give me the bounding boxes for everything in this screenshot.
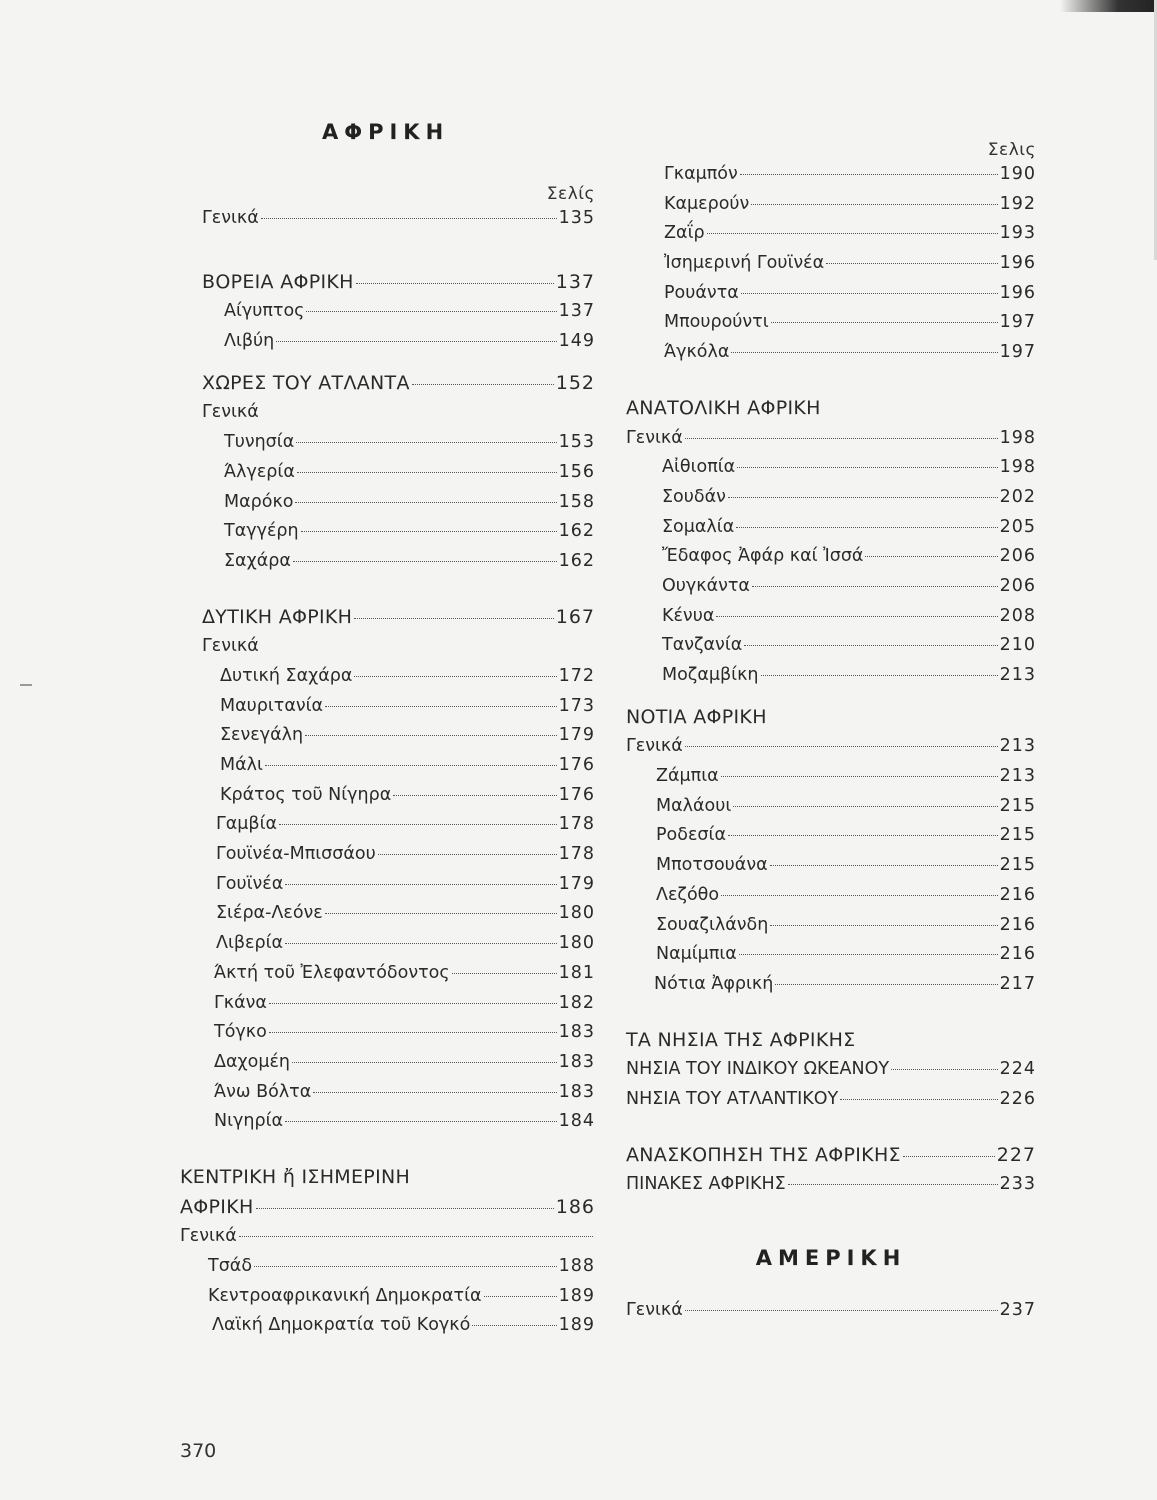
toc-entry-label: Τυνησία	[224, 432, 295, 453]
leader-dots	[721, 895, 998, 896]
leader-dots	[788, 1184, 998, 1185]
toc-entry-page: 196	[999, 282, 1036, 303]
toc-entry-label: ΑΝΑΤΟΛΙΚΗ ΑΦΡΙΚΗ	[626, 396, 821, 419]
toc-entry[interactable]	[180, 297, 595, 327]
leader-dots	[740, 174, 998, 175]
toc-entry-page: 156	[558, 461, 595, 482]
toc-entry-label: Κράτος τοῦ Νίγηρα	[220, 784, 392, 805]
toc-entry-page: 152	[555, 371, 595, 394]
toc-entry[interactable]	[626, 970, 1036, 1000]
toc-entry-page: 206	[999, 546, 1036, 567]
leader-dots	[736, 527, 997, 528]
toc-entry-label: Γαμβία	[216, 814, 278, 835]
toc-entry-label: Κεντροαφρικανική Δημοκρατία	[208, 1285, 482, 1306]
leader-dots	[356, 283, 554, 284]
toc-entry-label: ΒΟΡΕΙΑ ΑΦΡΙΚΗ	[202, 270, 354, 293]
leader-dots	[685, 746, 998, 747]
leader-dots	[295, 502, 556, 503]
toc-entry[interactable]	[180, 989, 595, 1019]
toc-entry[interactable]	[180, 781, 595, 811]
toc-entry[interactable]	[626, 732, 1036, 762]
leader-dots	[452, 973, 557, 974]
toc-entry[interactable]	[180, 488, 595, 518]
toc-entry[interactable]	[626, 762, 1036, 792]
leader-dots	[296, 442, 556, 443]
spacer	[626, 1115, 1036, 1141]
toc-entry[interactable]	[180, 662, 595, 692]
leader-dots	[685, 1310, 998, 1311]
toc-entry-page: 213	[999, 766, 1036, 787]
toc-entry-label: Κένυα	[662, 605, 715, 626]
spacer	[180, 357, 595, 369]
toc-entry[interactable]	[180, 1018, 595, 1048]
toc-entry-page: 183	[558, 1051, 595, 1072]
leader-dots	[761, 675, 998, 676]
toc-entry[interactable]	[626, 190, 1036, 220]
toc-entry-label: Σαχάρα	[224, 550, 291, 571]
toc-entry[interactable]	[626, 572, 1036, 602]
toc-entry-page: 192	[999, 193, 1036, 214]
leader-dots	[707, 233, 998, 234]
toc-entry-page: 158	[558, 491, 595, 512]
leader-dots	[775, 984, 997, 985]
toc-entry[interactable]	[180, 959, 595, 989]
toc-entry-page: 189	[558, 1315, 595, 1336]
toc-entry-page: 197	[999, 342, 1036, 363]
toc-section-heading[interactable]	[626, 1026, 1036, 1056]
toc-entry-page: 162	[558, 521, 595, 542]
toc-entry-page: 197	[999, 312, 1036, 333]
toc-entry-page: 183	[558, 1022, 595, 1043]
toc-entry-label: Ροδεσία	[656, 825, 726, 846]
toc-entry-page: 216	[999, 914, 1036, 935]
toc-section-heading[interactable]	[626, 1141, 1036, 1171]
toc-entry-page: 179	[558, 873, 595, 894]
toc-right-list	[626, 160, 1036, 1200]
toc-entry[interactable]	[180, 458, 595, 488]
toc-entry[interactable]	[626, 249, 1036, 279]
toc-entry-label: ΔΥΤΙΚΗ ΑΦΡΙΚΗ	[202, 605, 353, 628]
leader-dots	[752, 586, 998, 587]
toc-entry-label: Γενικά	[626, 427, 683, 448]
leader-dots	[305, 735, 557, 736]
toc-entry-page: 196	[999, 253, 1036, 274]
toc-entry-label: Τανζανία	[662, 635, 743, 656]
toc-entry-page: 226	[999, 1088, 1036, 1109]
toc-entry-page: 217	[999, 973, 1036, 994]
leader-dots	[293, 561, 557, 562]
toc-entry-label: Λαϊκή Δημοκρατία τοῦ Κογκό	[212, 1315, 471, 1336]
toc-entry-page: 186	[555, 1195, 595, 1218]
leader-dots	[741, 293, 998, 294]
toc-entry[interactable]	[180, 547, 595, 577]
toc-entry[interactable]	[626, 308, 1036, 338]
toc-entry-label: ΧΩΡΕΣ ΤΟΥ ΑΤΛΑΝΤΑ	[202, 371, 410, 394]
leader-dots	[378, 854, 557, 855]
toc-entry-label: Ἰσημερινή Γουϊνέα	[664, 253, 825, 274]
toc-right-column	[626, 140, 1036, 1326]
toc-entry-label: ΤΑ ΝΗΣΙΑ ΤΗΣ ΑΦΡΙΚΗΣ	[626, 1028, 856, 1051]
toc-entry-page: 216	[999, 944, 1036, 965]
leader-dots	[826, 263, 997, 264]
toc-entry-page: 178	[558, 814, 595, 835]
leader-dots	[728, 497, 998, 498]
toc-entry-label: Δαχομέη	[214, 1051, 291, 1072]
leader-dots	[731, 352, 997, 353]
toc-section-heading[interactable]	[180, 603, 595, 633]
toc-entry[interactable]	[626, 602, 1036, 632]
toc-section-heading[interactable]	[180, 1193, 595, 1223]
toc-left-column	[180, 120, 595, 1341]
leader-dots	[279, 824, 557, 825]
toc-entry[interactable]	[626, 851, 1036, 881]
leader-dots	[254, 1266, 557, 1267]
toc-entry[interactable]	[626, 1055, 1036, 1085]
leader-dots	[276, 341, 556, 342]
toc-entry-label: Λιβερία	[216, 933, 284, 954]
leader-dots	[771, 322, 998, 323]
toc-entry-label: Ζαΐρ	[664, 223, 705, 244]
toc-entry-label: Μαλάουι	[656, 795, 732, 816]
toc-entry-label: Γενικά	[202, 402, 259, 423]
leader-dots	[770, 925, 997, 926]
scan-mark	[20, 684, 32, 686]
leader-dots	[737, 467, 997, 468]
toc-entry[interactable]	[626, 792, 1036, 822]
toc-entry-label: ΠΙΝΑΚΕΣ ΑΦΡΙΚΗΣ	[626, 1174, 786, 1195]
leader-dots	[733, 806, 997, 807]
leader-dots	[269, 1003, 557, 1004]
toc-entry-page: 162	[558, 550, 595, 571]
toc-entry-label: Ρουάντα	[664, 282, 739, 303]
toc-entry-label: Γενικά	[202, 208, 259, 228]
toc-entry-page: 190	[999, 164, 1036, 184]
toc-entry[interactable]	[180, 810, 595, 840]
toc-entry[interactable]	[180, 840, 595, 870]
toc-entry-label: Σουαζιλάνδη	[656, 914, 769, 935]
toc-entry[interactable]	[180, 398, 595, 428]
leader-dots	[285, 884, 556, 885]
leader-dots	[770, 865, 998, 866]
toc-entry-page: 149	[558, 331, 595, 352]
toc-section-heading[interactable]	[626, 394, 1036, 424]
toc-entry-label: Αἰθιοπία	[662, 457, 736, 478]
toc-entry[interactable]	[626, 940, 1036, 970]
toc-entry[interactable]	[626, 631, 1036, 661]
toc-entry-label: Μπουρούντι	[664, 312, 769, 333]
toc-entry-label: Νιγηρία	[214, 1111, 284, 1132]
toc-entry-page: 198	[999, 457, 1036, 478]
leader-dots	[728, 835, 998, 836]
toc-entry-label: Γουϊνέα-Μπισσάου	[216, 844, 376, 865]
leader-dots	[313, 1092, 556, 1093]
toc-entry-page: 215	[999, 795, 1036, 816]
toc-entry[interactable]	[626, 821, 1036, 851]
toc-entry-page: 210	[999, 635, 1036, 656]
toc-entry-label: ΑΝΑΣΚΟΠΗΣΗ ΤΗΣ ΑΦΡΙΚΗΣ	[626, 1143, 901, 1166]
toc-entry[interactable]	[180, 632, 595, 662]
toc-entry-page: 237	[999, 1300, 1036, 1320]
toc-entry[interactable]	[626, 661, 1036, 691]
toc-entry[interactable]	[626, 453, 1036, 483]
leader-dots	[261, 218, 557, 219]
toc-entry[interactable]	[180, 1222, 595, 1252]
toc-entry-label: Άνω Βόλτα	[214, 1081, 312, 1102]
toc-entry-label: Μαρόκο	[224, 491, 294, 512]
toc-entry[interactable]	[626, 1296, 1036, 1326]
toc-left-list	[180, 204, 595, 1341]
leader-dots	[292, 1062, 557, 1063]
toc-entry[interactable]	[180, 1252, 595, 1282]
toc-entry[interactable]	[180, 899, 595, 929]
toc-entry-label: Ζάμπια	[656, 766, 719, 787]
toc-entry-page: 173	[558, 695, 595, 716]
toc-section-heading[interactable]	[180, 1163, 595, 1193]
toc-entry[interactable]	[626, 881, 1036, 911]
toc-entry-label: Γενικά	[202, 636, 259, 657]
toc-entry[interactable]	[180, 428, 595, 458]
leader-dots	[484, 1296, 557, 1297]
toc-entry[interactable]	[626, 911, 1036, 941]
leader-dots	[269, 1032, 557, 1033]
leader-dots	[840, 1099, 997, 1100]
toc-entry-page: 137	[555, 270, 595, 293]
toc-entry-page: 224	[999, 1059, 1036, 1080]
america-title: ΑΜΕΡΙΚΗ	[755, 1246, 907, 1270]
toc-entry-label: Μποτσουάνα	[656, 855, 768, 876]
toc-entry-page: 153	[558, 432, 595, 453]
toc-entry-label: Άγκόλα	[664, 342, 730, 363]
leader-dots	[285, 1121, 557, 1122]
toc-entry-label: Ουγκάντα	[662, 575, 750, 596]
toc-entry-page: 227	[996, 1143, 1036, 1166]
toc-entry-label: Νότια Ἀφρική	[654, 973, 774, 994]
leader-dots	[891, 1069, 998, 1070]
leader-dots	[472, 1325, 556, 1326]
toc-entry-page: 178	[558, 844, 595, 865]
toc-entry[interactable]	[626, 219, 1036, 249]
page-number: 370	[180, 1440, 217, 1462]
leader-dots	[325, 706, 556, 707]
toc-entry[interactable]	[626, 338, 1036, 368]
toc-entry-page: 167	[555, 605, 595, 628]
leader-dots	[865, 556, 997, 557]
toc-entry-label: Άλγερία	[224, 461, 295, 482]
toc-entry-label: Μοζαμβίκη	[662, 665, 759, 685]
toc-entry[interactable]	[626, 1170, 1036, 1200]
toc-entry-label: Ναμίμπια	[656, 944, 737, 965]
leader-dots	[716, 616, 997, 617]
toc-entry-label: Σουδάν	[662, 486, 726, 507]
toc-entry-page: 215	[999, 825, 1036, 846]
page-column-label: Σελίς	[546, 184, 595, 204]
toc-entry-label: Τόγκο	[214, 1022, 267, 1043]
toc-entry-label: Ἔδαφος Ἀφάρ καί Ἰσσά	[662, 546, 864, 567]
leader-dots	[685, 438, 998, 439]
leader-dots	[412, 384, 554, 385]
toc-entry-label: Καμερούν	[664, 193, 750, 214]
spacer	[180, 1137, 595, 1163]
toc-entry-page: 176	[558, 755, 595, 775]
toc-entry[interactable]	[180, 692, 595, 722]
leader-dots	[256, 1208, 554, 1209]
toc-entry-label: Δυτική Σαχάρα	[220, 665, 353, 686]
toc-entry-label: ΝΗΣΙΑ ΤΟΥ ΙΝΔΙΚΟΥ ΩΚΕΑΝΟΥ	[626, 1059, 890, 1080]
leader-dots	[239, 1236, 593, 1237]
toc-entry[interactable]	[180, 1107, 595, 1137]
toc-entry-label: Γκάνα	[214, 992, 267, 1013]
toc-entry-page: 179	[558, 725, 595, 746]
toc-entry-page: 184	[558, 1111, 595, 1132]
spacer	[180, 234, 595, 268]
toc-entry-page: 182	[558, 992, 595, 1013]
leader-dots	[301, 531, 557, 532]
leader-dots	[354, 676, 556, 677]
leader-dots	[393, 795, 556, 796]
toc-entry-label: ΑΦΡΙΚΗ	[180, 1195, 254, 1218]
toc-entry-page: 180	[558, 903, 595, 924]
leader-dots	[721, 776, 998, 777]
spacer	[626, 691, 1036, 703]
toc-entry-page: 183	[558, 1081, 595, 1102]
leader-dots	[903, 1156, 995, 1157]
leader-dots	[265, 765, 557, 766]
leader-dots	[751, 204, 997, 205]
toc-entry-page: 205	[999, 516, 1036, 537]
toc-entry[interactable]	[626, 160, 1036, 190]
toc-entry[interactable]	[626, 542, 1036, 572]
toc-entry-label: ΝΟΤΙΑ ΑΦΡΙΚΗ	[626, 705, 767, 728]
toc-entry-page: 206	[999, 575, 1036, 596]
toc-entry-label: Λεζόθο	[656, 884, 720, 905]
spacer	[626, 1000, 1036, 1026]
toc-entry[interactable]	[180, 929, 595, 959]
toc-entry-page: 189	[558, 1285, 595, 1306]
toc-entry-label: Λιβύη	[224, 331, 275, 352]
toc-entry[interactable]	[180, 751, 595, 781]
leader-dots	[739, 954, 998, 955]
toc-entry[interactable]	[626, 1085, 1036, 1115]
toc-entry[interactable]	[180, 517, 595, 547]
toc-entry-label: ΝΗΣΙΑ ΤΟΥ ΑΤΛΑΝΤΙΚΟΥ	[626, 1088, 839, 1109]
toc-entry-page: 135	[558, 208, 595, 228]
toc-entry[interactable]	[180, 1078, 595, 1108]
toc-entry-label: Ταγγέρη	[224, 521, 299, 542]
toc-entry-page: 172	[558, 665, 595, 686]
toc-entry-page: 181	[558, 962, 595, 983]
toc-entry-label: Μάλι	[220, 755, 263, 775]
toc-entry-label: ΚΕΝΤΡΙΚΗ ἤ ΙΣΗΜΕΡΙΝΗ	[180, 1165, 411, 1188]
toc-entry-label: Σιέρα-Λεόνε	[216, 903, 323, 924]
toc-entry-page: 213	[999, 736, 1036, 757]
toc-entry[interactable]	[626, 513, 1036, 543]
toc-entry[interactable]	[180, 327, 595, 357]
toc-entry-page: 208	[999, 605, 1036, 626]
toc-entry-page: 188	[558, 1256, 595, 1276]
leader-dots	[354, 618, 553, 619]
toc-entry-label: Σομαλία	[662, 516, 735, 537]
toc-entry-page: 216	[999, 884, 1036, 905]
toc-entry-page: 213	[999, 665, 1036, 685]
toc-entry[interactable]	[180, 721, 595, 751]
toc-entry[interactable]	[626, 424, 1036, 454]
toc-entry-page: 198	[999, 427, 1036, 448]
toc-entry[interactable]	[180, 1311, 595, 1341]
toc-entry-label: Γενικά	[180, 1226, 237, 1247]
leader-dots	[325, 913, 557, 914]
toc-entry-label: Γκαμπόν	[664, 164, 738, 184]
toc-entry[interactable]	[180, 870, 595, 900]
toc-section-heading[interactable]	[626, 703, 1036, 733]
leader-dots	[297, 472, 557, 473]
leader-dots	[285, 943, 557, 944]
toc-entry-page: 180	[558, 933, 595, 954]
leader-dots	[306, 311, 556, 312]
africa-title: ΑΦΡΙΚΗ	[322, 120, 450, 144]
spacer	[180, 577, 595, 603]
toc-entry[interactable]	[180, 1048, 595, 1078]
toc-entry-page: 176	[558, 784, 595, 805]
toc-entry-page: 233	[999, 1174, 1036, 1195]
toc-entry-page: 215	[999, 855, 1036, 876]
toc-entry-label: Αίγυπτος	[224, 301, 305, 322]
toc-entry-label: Μαυριτανία	[220, 695, 324, 716]
toc-entry-label: Γενικά	[626, 1300, 683, 1320]
toc-entry-label: Τσάδ	[208, 1256, 253, 1276]
scan-edge-shadow	[1060, 0, 1157, 12]
toc-entry-label: Γουϊνέα	[216, 873, 284, 894]
toc-section-heading[interactable]	[180, 268, 595, 298]
leader-dots	[744, 645, 997, 646]
toc-entry[interactable]	[626, 483, 1036, 513]
toc-entry-page: 193	[999, 223, 1036, 244]
toc-entry-page: 202	[999, 486, 1036, 507]
toc-entry-label: Άκτή τοῦ Ἐλεφαντόδοντος	[214, 962, 450, 983]
page-column-label-right: Σελις	[987, 140, 1036, 160]
spacer	[626, 368, 1036, 394]
toc-entry-label: Γενικά	[626, 736, 683, 757]
toc-section-heading[interactable]	[180, 369, 595, 399]
toc-entry[interactable]	[180, 204, 595, 234]
toc-entry-page: 137	[558, 301, 595, 322]
toc-entry-label: Σενεγάλη	[220, 725, 304, 746]
toc-entry[interactable]	[180, 1282, 595, 1312]
toc-entry[interactable]	[626, 279, 1036, 309]
